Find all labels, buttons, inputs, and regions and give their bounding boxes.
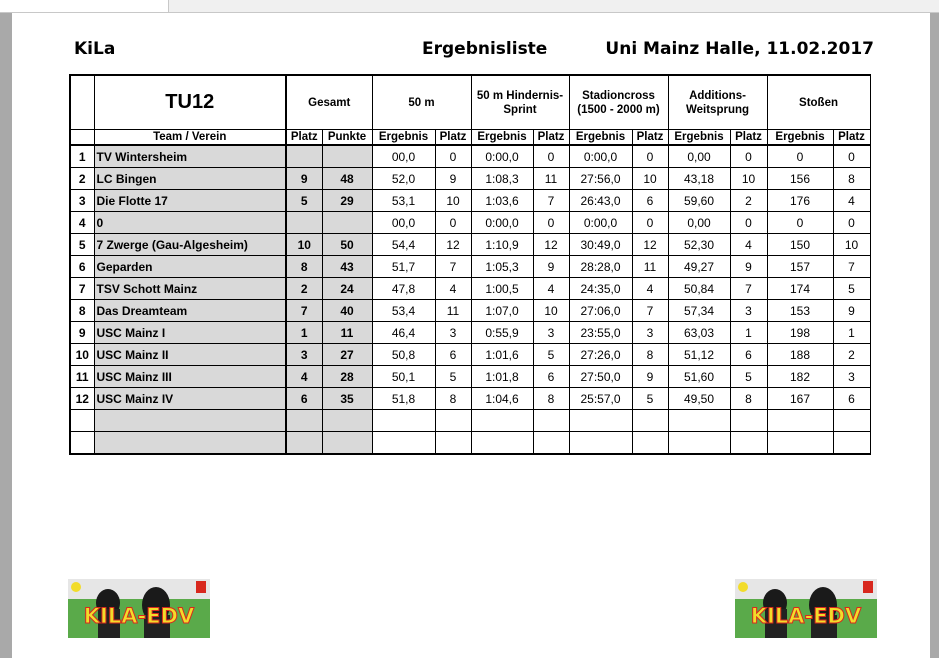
team-cell: Die Flotte 17	[94, 190, 286, 212]
jump-platz-header: Platz	[730, 130, 767, 146]
table-row	[70, 388, 870, 410]
header-title: Ergebnisliste	[422, 39, 548, 59]
run50-result-cell	[372, 410, 435, 432]
hurdles-place-cell: 3	[533, 322, 569, 344]
table-row	[70, 168, 870, 190]
empty-row	[70, 410, 870, 432]
gesamt-platz-cell	[286, 432, 322, 455]
cross-result-cell: 23:55,0	[569, 322, 632, 344]
run50-result-cell: 00,0	[372, 212, 435, 234]
hurdles-result-cell: 1:05,3	[471, 256, 533, 278]
rank-cell	[70, 432, 94, 455]
cross-result-cell: 0:00,0	[569, 212, 632, 234]
throw-platz-header: Platz	[833, 130, 870, 146]
cross-place-cell: 3	[632, 322, 668, 344]
throw-result-cell: 150	[767, 234, 833, 256]
hurdles-result-cell: 1:04,6	[471, 388, 533, 410]
header-left: KiLa	[74, 39, 116, 59]
jump-result-cell: 49,27	[668, 256, 730, 278]
throw-result-cell: 188	[767, 344, 833, 366]
cross-platz-header: Platz	[632, 130, 668, 146]
gesamt-platz-cell: 8	[286, 256, 322, 278]
jump-place-cell: 5	[730, 366, 767, 388]
jump-result-cell: 43,18	[668, 168, 730, 190]
rank-cell: 2	[70, 168, 94, 190]
team-cell: Geparden	[94, 256, 286, 278]
throw-place-cell: 0	[833, 145, 870, 168]
rank-cell: 3	[70, 190, 94, 212]
rank-cell: 11	[70, 366, 94, 388]
jump-result-cell: 57,34	[668, 300, 730, 322]
empty-row	[70, 432, 870, 455]
jump-result-cell: 50,84	[668, 278, 730, 300]
throw-result-cell: 198	[767, 322, 833, 344]
group-50m: 50 m	[372, 75, 471, 130]
throw-result-cell: 176	[767, 190, 833, 212]
cross-place-cell: 7	[632, 300, 668, 322]
run50-result-cell: 54,4	[372, 234, 435, 256]
results-table	[69, 74, 871, 455]
group-jump-line1: Additions-	[689, 89, 746, 102]
group-gesamt: Gesamt	[286, 75, 372, 130]
gesamt-punkte-cell: 11	[322, 322, 372, 344]
cross-place-cell: 0	[632, 145, 668, 168]
team-cell: USC Mainz III	[94, 366, 286, 388]
jump-place-cell: 8	[730, 388, 767, 410]
team-cell: Das Dreamteam	[94, 300, 286, 322]
rank-cell: 4	[70, 212, 94, 234]
throw-ergebnis-header: Ergebnis	[767, 130, 833, 146]
hurdles-result-cell: 1:01,8	[471, 366, 533, 388]
group-hurdles-line2: Sprint	[503, 103, 537, 116]
run50-place-cell	[435, 410, 471, 432]
kila-edv-logo-left	[68, 579, 210, 638]
hurdles-result-cell: 1:08,3	[471, 168, 533, 190]
run50-place-cell: 7	[435, 256, 471, 278]
group-cross-line2: (1500 - 2000 m)	[577, 103, 660, 116]
gesamt-punkte-cell: 35	[322, 388, 372, 410]
jump-result-cell	[668, 432, 730, 455]
hurdles-place-cell: 5	[533, 344, 569, 366]
jump-result-cell	[668, 410, 730, 432]
jump-place-cell: 4	[730, 234, 767, 256]
cross-result-cell: 25:57,0	[569, 388, 632, 410]
kila-edv-logo-right	[735, 579, 877, 638]
gesamt-platz-header: Platz	[286, 130, 322, 146]
gesamt-punkte-cell: 50	[322, 234, 372, 256]
rank-cell: 8	[70, 300, 94, 322]
hurdles-place-cell	[533, 410, 569, 432]
rank-cell: 1	[70, 145, 94, 168]
cross-result-cell: 26:43,0	[569, 190, 632, 212]
rank-header-cell	[70, 75, 94, 130]
throw-result-cell: 156	[767, 168, 833, 190]
throw-place-cell: 10	[833, 234, 870, 256]
table-row	[70, 278, 870, 300]
gesamt-punkte-cell	[322, 145, 372, 168]
team-cell: 7 Zwerge (Gau-Algesheim)	[94, 234, 286, 256]
column-header-row	[70, 130, 870, 146]
throw-result-cell: 0	[767, 145, 833, 168]
hurdles-place-cell: 9	[533, 256, 569, 278]
cross-result-cell: 27:56,0	[569, 168, 632, 190]
age-class-title: TU12	[94, 75, 286, 130]
gesamt-punkte-cell	[322, 212, 372, 234]
throw-place-cell: 8	[833, 168, 870, 190]
table-row	[70, 366, 870, 388]
gesamt-platz-cell: 5	[286, 190, 322, 212]
gesamt-platz-cell: 1	[286, 322, 322, 344]
throw-place-cell: 7	[833, 256, 870, 278]
throw-place-cell: 1	[833, 322, 870, 344]
table-row	[70, 256, 870, 278]
jump-place-cell: 0	[730, 145, 767, 168]
table-row	[70, 344, 870, 366]
gesamt-platz-cell: 4	[286, 366, 322, 388]
team-cell	[94, 410, 286, 432]
gesamt-punkte-cell: 28	[322, 366, 372, 388]
throw-place-cell: 2	[833, 344, 870, 366]
run50-result-cell: 51,8	[372, 388, 435, 410]
run50-place-cell: 9	[435, 168, 471, 190]
gesamt-punkte-cell: 43	[322, 256, 372, 278]
group-cross-line1: Stadioncross	[582, 89, 655, 102]
rank-cell: 12	[70, 388, 94, 410]
gesamt-punkte-cell: 48	[322, 168, 372, 190]
gesamt-platz-cell: 3	[286, 344, 322, 366]
hurdles-result-cell: 1:00,5	[471, 278, 533, 300]
rank-cell	[70, 410, 94, 432]
gesamt-platz-cell	[286, 410, 322, 432]
hurdles-place-cell: 7	[533, 190, 569, 212]
hurdles-place-cell: 12	[533, 234, 569, 256]
logo-text-left: KILA-EDV	[83, 604, 195, 628]
jump-ergebnis-header: Ergebnis	[668, 130, 730, 146]
jump-place-cell	[730, 410, 767, 432]
gesamt-punkte-cell	[322, 410, 372, 432]
team-cell: TSV Schott Mainz	[94, 278, 286, 300]
kila-edv-logo-icon	[68, 579, 210, 638]
throw-result-cell	[767, 410, 833, 432]
gesamt-platz-cell: 10	[286, 234, 322, 256]
gesamt-punkte-cell	[322, 432, 372, 455]
cross-result-cell: 0:00,0	[569, 145, 632, 168]
hurdles-result-cell: 1:07,0	[471, 300, 533, 322]
cross-place-cell: 6	[632, 190, 668, 212]
hurdles-result-cell: 0:00,0	[471, 145, 533, 168]
run50-place-cell: 0	[435, 145, 471, 168]
team-cell	[94, 432, 286, 455]
hurdles-platz-header: Platz	[533, 130, 569, 146]
cross-result-cell: 24:35,0	[569, 278, 632, 300]
run50-ergebnis-header: Ergebnis	[372, 130, 435, 146]
jump-result-cell: 63,03	[668, 322, 730, 344]
team-cell: USC Mainz IV	[94, 388, 286, 410]
gesamt-platz-cell	[286, 212, 322, 234]
gesamt-punkte-header: Punkte	[322, 130, 372, 146]
run50-place-cell: 8	[435, 388, 471, 410]
throw-result-cell	[767, 432, 833, 455]
cross-result-cell: 27:26,0	[569, 344, 632, 366]
team-header: Team / Verein	[94, 130, 286, 146]
run50-result-cell: 53,1	[372, 190, 435, 212]
throw-result-cell: 153	[767, 300, 833, 322]
gesamt-platz-cell: 2	[286, 278, 322, 300]
logo-text-right: KILA-EDV	[750, 604, 862, 628]
cross-place-cell	[632, 432, 668, 455]
run50-place-cell: 0	[435, 212, 471, 234]
hurdles-place-cell: 8	[533, 388, 569, 410]
team-cell: USC Mainz I	[94, 322, 286, 344]
jump-place-cell: 1	[730, 322, 767, 344]
cross-result-cell: 27:06,0	[569, 300, 632, 322]
hurdles-result-cell	[471, 432, 533, 455]
run50-platz-header: Platz	[435, 130, 471, 146]
rank-cell: 9	[70, 322, 94, 344]
hurdles-result-cell: 1:03,6	[471, 190, 533, 212]
cross-ergebnis-header: Ergebnis	[569, 130, 632, 146]
hurdles-place-cell: 0	[533, 145, 569, 168]
run50-place-cell	[435, 432, 471, 455]
table-row	[70, 300, 870, 322]
cross-place-cell: 8	[632, 344, 668, 366]
gesamt-punkte-cell: 24	[322, 278, 372, 300]
cross-result-cell: 27:50,0	[569, 366, 632, 388]
cross-place-cell: 4	[632, 278, 668, 300]
toolbar-strip	[0, 0, 939, 13]
jump-result-cell: 59,60	[668, 190, 730, 212]
hurdles-result-cell: 0:55,9	[471, 322, 533, 344]
gesamt-platz-cell: 9	[286, 168, 322, 190]
cross-place-cell: 5	[632, 388, 668, 410]
cross-place-cell: 0	[632, 212, 668, 234]
throw-result-cell: 0	[767, 212, 833, 234]
gesamt-platz-cell	[286, 145, 322, 168]
cross-place-cell	[632, 410, 668, 432]
jump-result-cell: 51,12	[668, 344, 730, 366]
group-header-row	[70, 75, 870, 130]
run50-place-cell: 3	[435, 322, 471, 344]
jump-place-cell: 6	[730, 344, 767, 366]
throw-result-cell: 167	[767, 388, 833, 410]
jump-result-cell: 52,30	[668, 234, 730, 256]
jump-place-cell: 3	[730, 300, 767, 322]
run50-result-cell: 50,1	[372, 366, 435, 388]
gesamt-punkte-cell: 40	[322, 300, 372, 322]
cross-place-cell: 11	[632, 256, 668, 278]
run50-place-cell: 5	[435, 366, 471, 388]
rank-cell: 5	[70, 234, 94, 256]
throw-result-cell: 174	[767, 278, 833, 300]
gesamt-punkte-cell: 27	[322, 344, 372, 366]
run50-result-cell: 52,0	[372, 168, 435, 190]
jump-place-cell: 9	[730, 256, 767, 278]
run50-place-cell: 12	[435, 234, 471, 256]
table-row	[70, 145, 870, 168]
group-cross	[569, 75, 668, 130]
throw-place-cell: 6	[833, 388, 870, 410]
jump-result-cell: 51,60	[668, 366, 730, 388]
group-hurdles	[471, 75, 569, 130]
run50-result-cell: 47,8	[372, 278, 435, 300]
hurdles-place-cell	[533, 432, 569, 455]
jump-place-cell: 7	[730, 278, 767, 300]
cross-place-cell: 10	[632, 168, 668, 190]
table-row	[70, 212, 870, 234]
cross-result-cell: 30:49,0	[569, 234, 632, 256]
cross-result-cell	[569, 432, 632, 455]
throw-result-cell: 182	[767, 366, 833, 388]
cross-place-cell: 12	[632, 234, 668, 256]
run50-place-cell: 4	[435, 278, 471, 300]
jump-place-cell	[730, 432, 767, 455]
cross-place-cell: 9	[632, 366, 668, 388]
cross-result-cell	[569, 410, 632, 432]
header-venue-date: Uni Mainz Halle, 11.02.2017	[605, 39, 874, 59]
run50-result-cell: 00,0	[372, 145, 435, 168]
hurdles-result-cell: 1:10,9	[471, 234, 533, 256]
throw-place-cell: 5	[833, 278, 870, 300]
run50-result-cell: 46,4	[372, 322, 435, 344]
group-jump-line2: Weitsprung	[685, 103, 750, 116]
throw-place-cell: 0	[833, 212, 870, 234]
jump-place-cell: 0	[730, 212, 767, 234]
gesamt-punkte-cell: 29	[322, 190, 372, 212]
rank-cell: 7	[70, 278, 94, 300]
run50-result-cell: 53,4	[372, 300, 435, 322]
cross-result-cell: 28:28,0	[569, 256, 632, 278]
jump-place-cell: 10	[730, 168, 767, 190]
gesamt-platz-cell: 6	[286, 388, 322, 410]
run50-result-cell: 51,7	[372, 256, 435, 278]
hurdles-place-cell: 11	[533, 168, 569, 190]
hurdles-place-cell: 4	[533, 278, 569, 300]
jump-result-cell: 49,50	[668, 388, 730, 410]
hurdles-place-cell: 10	[533, 300, 569, 322]
table-row	[70, 234, 870, 256]
jump-result-cell: 0,00	[668, 212, 730, 234]
throw-place-cell	[833, 432, 870, 455]
run50-place-cell: 11	[435, 300, 471, 322]
rank-cell: 6	[70, 256, 94, 278]
hurdles-place-cell: 6	[533, 366, 569, 388]
hurdles-result-cell: 0:00,0	[471, 212, 533, 234]
team-cell: LC Bingen	[94, 168, 286, 190]
team-cell: TV Wintersheim	[94, 145, 286, 168]
table-row	[70, 322, 870, 344]
table-row	[70, 190, 870, 212]
document-page	[12, 13, 930, 658]
run50-place-cell: 6	[435, 344, 471, 366]
throw-result-cell: 157	[767, 256, 833, 278]
throw-place-cell	[833, 410, 870, 432]
document-tab[interactable]	[0, 0, 169, 12]
group-hurdles-line1: 50 m Hindernis-	[476, 89, 564, 102]
throw-place-cell: 3	[833, 366, 870, 388]
run50-result-cell	[372, 432, 435, 455]
group-throw: Stoßen	[767, 75, 870, 130]
group-jump	[668, 75, 767, 130]
throw-place-cell: 9	[833, 300, 870, 322]
team-cell: USC Mainz II	[94, 344, 286, 366]
kila-edv-logo-icon	[735, 579, 877, 638]
jump-result-cell: 0,00	[668, 145, 730, 168]
hurdles-place-cell: 0	[533, 212, 569, 234]
hurdles-result-cell	[471, 410, 533, 432]
team-cell: 0	[94, 212, 286, 234]
throw-place-cell: 4	[833, 190, 870, 212]
hurdles-result-cell: 1:01,6	[471, 344, 533, 366]
rank-cell: 10	[70, 344, 94, 366]
rank-subheader	[70, 130, 94, 146]
run50-result-cell: 50,8	[372, 344, 435, 366]
run50-place-cell: 10	[435, 190, 471, 212]
gesamt-platz-cell: 7	[286, 300, 322, 322]
jump-place-cell: 2	[730, 190, 767, 212]
hurdles-ergebnis-header: Ergebnis	[471, 130, 533, 146]
